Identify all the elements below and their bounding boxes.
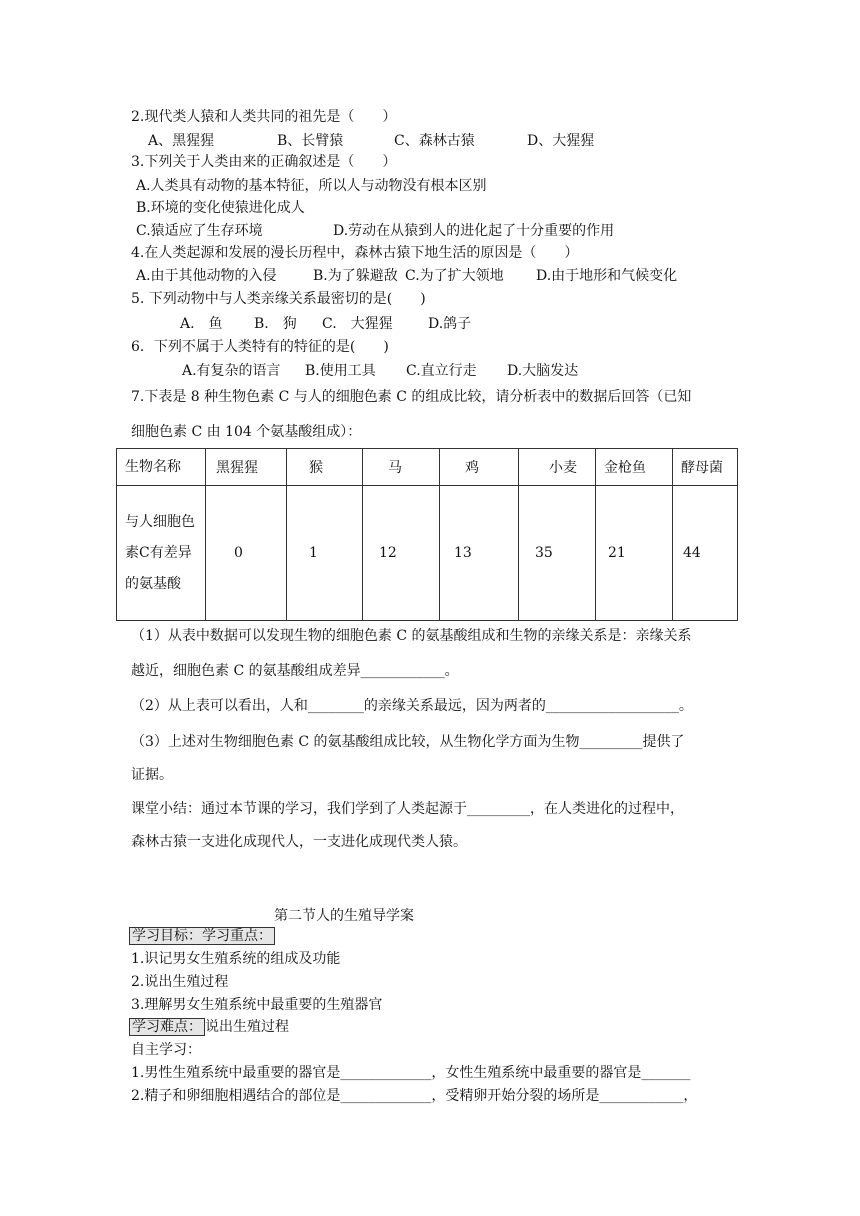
q3-option-d: D.劳动在从猿到人的进化起了十分重要的作用 (333, 223, 615, 239)
difficulty-line (129, 1018, 289, 1036)
difficulty-label-box: 学习难点： (129, 1018, 205, 1036)
column-label: 马 (388, 460, 402, 476)
table-header-cell (206, 449, 287, 486)
table-cell (673, 486, 738, 621)
q5-option-b: B. 狗 (254, 316, 297, 332)
table-header-cell (287, 449, 363, 486)
q4-option-a: A.由于其他动物的入侵 (136, 268, 277, 284)
q3-option-b: B.环境的变化使猿进化成人 (136, 200, 305, 216)
q7-stem-line1: 7.下表是 8 种生物色素 C 与人的细胞色素 C 的组成比较，请分析表中的数据后回答（已知 (131, 389, 692, 405)
q7-sub1-line1: （1）从表中数据可以发现生物的细胞色素 C 的氨基酸组成和生物的亲缘关系是：亲缘关系 (131, 628, 692, 644)
table-header-cell (440, 449, 519, 486)
q5-option-a: A. 鱼 (180, 316, 223, 332)
cell-value: 44 (683, 545, 701, 561)
q4-option-c: C.为了扩大领地 (405, 268, 504, 284)
table-header-cell (519, 449, 596, 486)
q2-option-c: C、森林古猿 (394, 133, 475, 149)
q4-option-d: D.由于地形和气候变化 (536, 268, 678, 284)
cell-value: 1 (309, 545, 318, 561)
q6-option-d: D.大脑发达 (507, 363, 579, 379)
column-label: 鸡 (465, 460, 479, 476)
table-cell (287, 486, 363, 621)
goal-item: 2.说出生殖过程 (131, 974, 229, 990)
cell-value: 13 (454, 545, 472, 561)
column-label: 小麦 (549, 460, 577, 476)
table-cell (519, 486, 596, 621)
q6-stem: 6．下列不属于人类特有的特征的是( ) (131, 339, 389, 355)
q3-stem: 3.下列关于人类由来的正确叙述是（ ） (131, 154, 397, 170)
q7-sub3-line2: 证据。 (131, 767, 173, 783)
cell-value: 21 (608, 545, 626, 561)
table-row (117, 486, 738, 621)
learning-goals-label (129, 927, 275, 945)
table-header-label: 生物名称 (117, 449, 206, 486)
q5-stem: 5. 下列动物中与人类亲缘关系最密切的是( ) (131, 291, 426, 307)
table-cell (206, 486, 287, 621)
q4-option-b: B.为了躲避敌 (313, 268, 398, 284)
q4-stem: 4.在人类起源和发展的漫长历程中，森林古猿下地生活的原因是（ ） (131, 245, 579, 261)
q5-option-c: C. 大猩猩 (322, 316, 393, 332)
section2-title: 第二节人的生殖导学案 (274, 908, 414, 924)
summary-line2: 森林古猿一支进化成现代人，一支进化成现代类人猿。 (131, 834, 467, 850)
table-header-cell (596, 449, 673, 486)
q2-stem: 2.现代类人猿和人类共同的祖先是（ ） (131, 109, 397, 125)
column-label: 酵母菌 (681, 460, 723, 476)
cytochrome-c-table (116, 448, 738, 621)
q3-option-a: A.人类具有动物的基本特征，所以人与动物没有根本区别 (136, 178, 487, 194)
q2-option-a: A、黑猩猩 (148, 133, 215, 149)
q5-option-d: D.鸽子 (428, 316, 472, 332)
self-study-item: 2.精子和卵细胞相遇结合的部位是_____________，受精卵开始分裂的场所是____________， (131, 1088, 698, 1104)
goal-item: 1.识记男女生殖系统的组成及功能 (131, 951, 341, 967)
column-label: 金枪鱼 (604, 460, 646, 476)
cell-value: 0 (234, 545, 243, 561)
self-study-item: 1.男性生殖系统中最重要的器官是_____________，女性生殖系统中最重要的器官是_______ (131, 1065, 691, 1081)
q6-option-a: A.有复杂的语言 (182, 363, 281, 379)
q6-option-c: C.直立行走 (406, 363, 477, 379)
table-cell (440, 486, 519, 621)
q3-option-c: C.猿适应了生存环境 (136, 223, 263, 239)
q7-sub2: （2）从上表可以看出，人和________的亲缘关系最远，因为两者的___________________。 (131, 698, 693, 714)
goal-item: 3.理解男女生殖系统中最重要的生殖器官 (131, 997, 383, 1013)
table-cell (596, 486, 673, 621)
cell-value: 35 (535, 545, 553, 561)
table-row-label: 与人细胞色素C有差异的氨基酸 (117, 486, 206, 621)
column-label: 猴 (309, 460, 323, 476)
summary-line1: 课堂小结：通过本节课的学习，我们学到了人类起源于_________，在人类进化的过程中， (131, 801, 684, 817)
q2-option-d: D、大猩猩 (527, 133, 595, 149)
learning-goals-box: 学习目标：学习重点： (129, 927, 275, 945)
q7-stem-line2: 细胞色素 C 由 104 个氨基酸组成）： (131, 424, 362, 440)
table-cell (363, 486, 440, 621)
difficulty-text: 说出生殖过程 (205, 1019, 289, 1035)
q2-option-b: B、长臂猿 (277, 133, 344, 149)
q7-sub1-line2: 越近，细胞色素 C 的氨基酸组成差异____________。 (131, 663, 459, 679)
table-header-row (117, 449, 738, 486)
q7-sub3-line1: （3）上述对生物细胞色素 C 的氨基酸组成比较，从生物化学方面为生物_________提供了 (131, 734, 685, 750)
cell-value: 12 (379, 545, 397, 561)
table-header-cell (363, 449, 440, 486)
table-header-cell (673, 449, 738, 486)
q6-option-b: B.使用工具 (305, 363, 376, 379)
column-label: 黑猩猩 (216, 460, 258, 476)
self-study-label: 自主学习： (131, 1042, 201, 1058)
